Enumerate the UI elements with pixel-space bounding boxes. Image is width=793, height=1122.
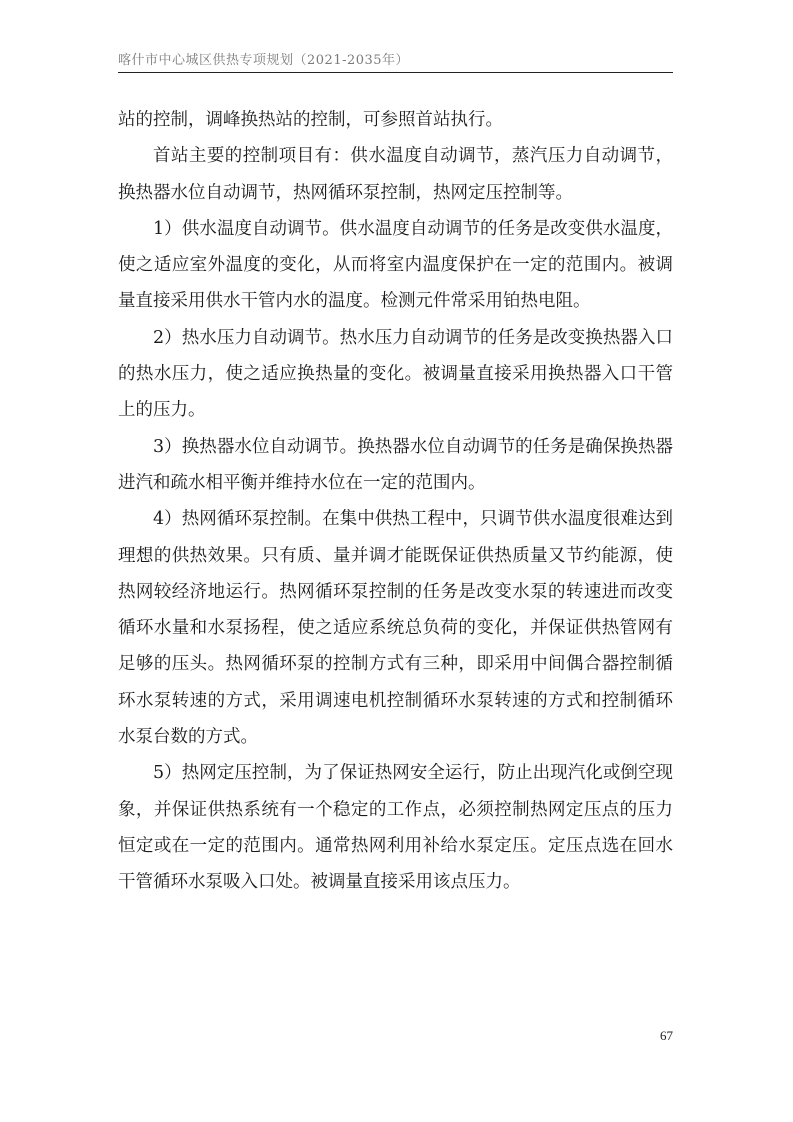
paragraph-control-items: 首站主要的控制项目有：供水温度自动调节，蒸汽压力自动调节，换热器水位自动调节，热网循环泵控制，热网定压控制等。 [118, 146, 673, 203]
paragraph-hot-water-pressure: 2）热水压力自动调节。热水压力自动调节的任务是改变换热器入口的热水压力，使之适应换热量的变化。被调量直接采用换热器入口干管上的压力。 [118, 327, 673, 421]
body-text [118, 102, 673, 901]
paragraph-continuation: 站的控制，调峰换热站的控制，可参照首站执行。 [118, 110, 503, 130]
header-rule [118, 72, 673, 73]
paragraph-circulation-pump: 4）热网循环泵控制。在集中供热工程中，只调节供水温度很难达到理想的供热效果。只有质、量并调才能既保证供热质量又节约能源，使热网较经济地运行。热网循环泵控制的任务是改变水泵的转速进而改变循环水量和水泵扬程，使之适应系统总负荷的变化，并保证供热管网有足够的压头。热网循环泵的控制方式有三种，即采用中间偶合器控制循环水泵转速的方式，采用调速电机控制循环水泵转速的方式和控制循环水泵台数的方式。 [118, 509, 673, 748]
paragraph-supply-temperature: 1）供水温度自动调节。供水温度自动调节的任务是改变供水温度，使之适应室外温度的变化，从而将室内温度保护在一定的范围内。被调量直接采用供水干管内水的温度。检测元件常采用铂热电阻。 [118, 218, 673, 312]
paragraph-constant-pressure: 5）热网定压控制，为了保证热网安全运行，防止出现汽化或倒空现象，并保证供热系统有一个稳定的工作点，必须控制热网定压点的压力恒定或在一定的范围内。通常热网利用补给水泵定压。定压点选在回水干管循环水泵吸入口处。被调量直接采用该点压力。 [118, 763, 673, 893]
running-header: 喀什市中心城区供热专项规划（2021-2035年） [118, 53, 410, 68]
paragraph-heat-exchanger-level: 3）换热器水位自动调节。换热器水位自动调节的任务是确保换热器进汽和疏水相平衡并维持水位在一定的范围内。 [118, 436, 673, 493]
page-number: 67 [660, 1028, 673, 1043]
